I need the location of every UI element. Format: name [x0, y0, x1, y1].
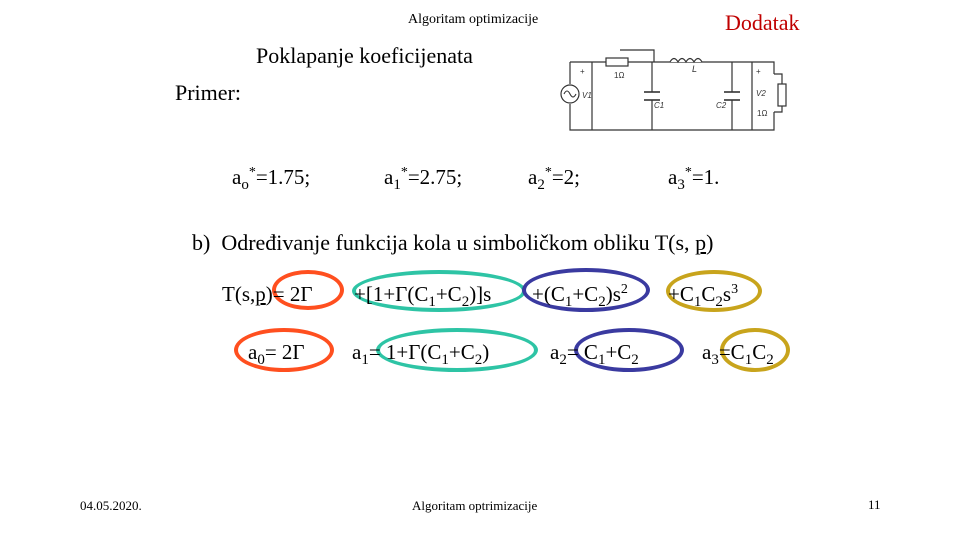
part-b-heading: b) Određivanje funkcija kola u simboličkom obliku T(s, p) [192, 230, 714, 255]
circuit-diagram [552, 44, 798, 136]
resistor-r1 [606, 58, 628, 66]
l-label: L [692, 64, 698, 74]
target-a1: $a_1^*=2.75$; [384, 165, 463, 193]
transfer-term-3: $+C_1C_2s^3$ [668, 282, 739, 310]
coef-a0: $a_0= 2\Gamma$ [248, 340, 305, 368]
r2-label: 1Ω [757, 109, 768, 118]
plus-sign: + [580, 67, 585, 76]
c2-label: C2 [716, 101, 727, 110]
transfer-term-1: $+[1+\Gamma(C_1+C_2)]s$ [354, 282, 492, 310]
coef-a1: $a_1= 1+\Gamma(C_1+C_2)$ [352, 340, 490, 368]
coef-a3: $a_3=C_1C_2$ [702, 340, 774, 368]
plus-sign-v2: + [756, 67, 761, 76]
inductor-l [670, 59, 702, 63]
resistor-r2 [778, 84, 786, 106]
c1-label: C1 [654, 101, 665, 110]
target-a0: $a_o^*=1.75$; [232, 165, 311, 193]
footer-date: 04.05.2020. [80, 498, 142, 513]
page-number: 11 [868, 497, 881, 512]
transfer-term-2: $+(C_1+C_2)s^2$ [532, 282, 628, 310]
v1-label: V1 [582, 91, 592, 100]
r1-label: 1Ω [614, 71, 625, 80]
target-a2: $a_2^*=2$; [528, 165, 581, 193]
coef-a2: $a_2= C_1+C_2$ [550, 340, 639, 368]
slide-title: Poklapanje koeficijenata [256, 43, 473, 68]
footer-course: Algoritam optrimizacije [412, 498, 538, 513]
example-label: Primer: [175, 80, 241, 105]
v2-label: V2 [756, 89, 766, 98]
section-label: Dodatak [725, 10, 800, 35]
header-subject: Algoritam optimizacije [408, 12, 539, 27]
transfer-lhs: T(s,p)= 2Γ [222, 282, 313, 306]
target-a3: $a_3^*=1$. [668, 165, 720, 193]
